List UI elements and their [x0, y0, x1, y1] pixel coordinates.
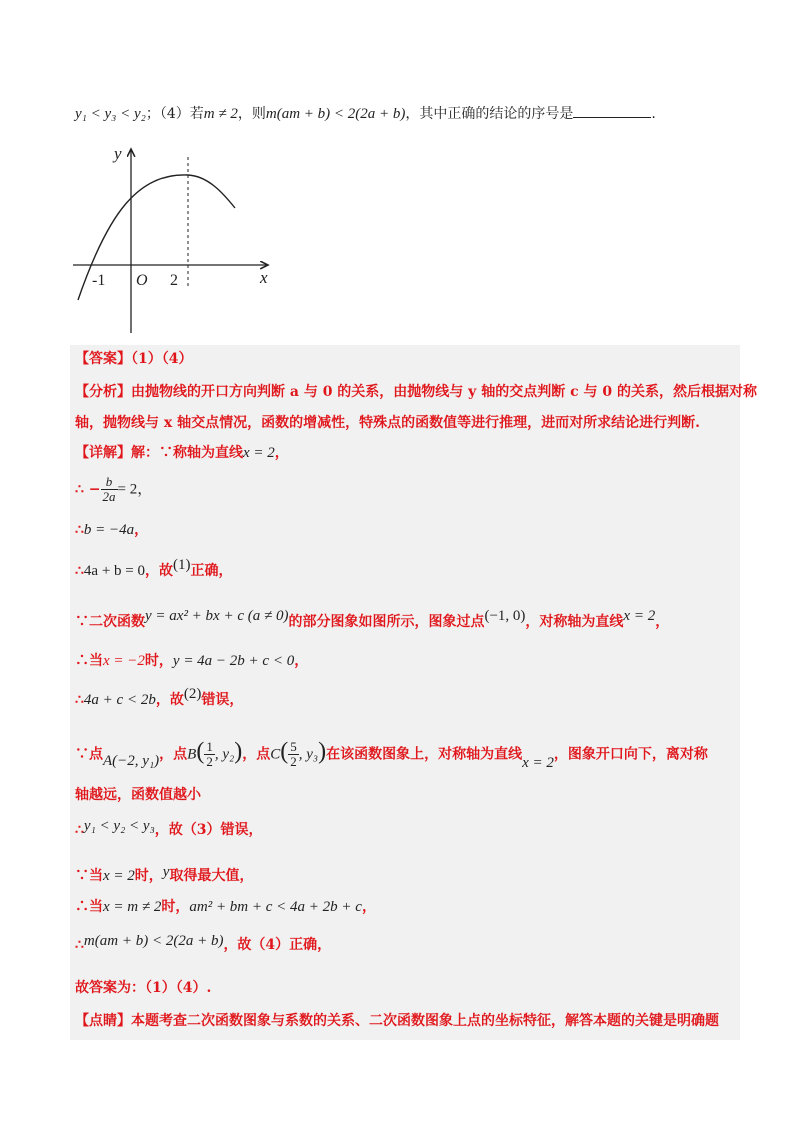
detail-l5-math: y = ax² + bx + c (a ≠ 0): [145, 608, 289, 624]
paren-close-b: ): [234, 738, 243, 765]
detail-l10-pre: ∴: [75, 822, 84, 838]
detail-l11-pre: ∵当: [75, 868, 103, 884]
analysis-text-1: 由抛物线的开口方向判断 a 与 0 的关系，由抛物线与 y 轴的交点判断 c 与 0 的关系，然后根据对称: [131, 384, 757, 400]
detail-l14: 故答案为：（1）（4）.: [75, 980, 212, 996]
detail-l9: 轴越远，函数值越小: [75, 787, 201, 803]
detail-l8-mid2: ，点: [242, 746, 271, 763]
question-end: .: [651, 106, 656, 122]
detail-l8-mid1: ，点: [159, 746, 188, 763]
fraction-c-denominator: 2: [290, 754, 297, 769]
detail-l5-axis: x = 2: [623, 608, 656, 624]
parabola-graph: [68, 143, 278, 338]
fraction-b-over-2a: [101, 475, 118, 504]
detail-l12-math2: am² + bm + c < 4a + 2b + c: [189, 899, 362, 915]
comment-tag: 【点睛】: [75, 1013, 131, 1029]
question-tail: ，其中正确的结论的序号是: [405, 106, 574, 122]
analysis-text-2: 轴，抛物线与 x 轴交点情况，函数的增减性，特殊点的函数值等进行推理，进而对所求结论进行判断.: [75, 415, 700, 431]
detail-line-8: [75, 740, 708, 769]
question-sep: ；（4）若: [145, 106, 204, 122]
detail-l5-end: ，: [655, 614, 670, 630]
detail-l10-math: y₁ < y₂ < y₃: [83, 818, 155, 834]
detail-line-10: [75, 820, 263, 840]
detail-l13-end: ，故（4）正确，: [223, 937, 332, 953]
detail-l8-b-pre: B: [187, 746, 197, 763]
detail-l11-mid: 时，: [134, 868, 163, 884]
detail-l8-c-post: , y₃: [298, 746, 319, 763]
detail-l1-text: 解：∵称轴为直线: [131, 445, 243, 461]
detail-l12-end: ，: [361, 899, 376, 915]
fraction-b: [204, 740, 215, 769]
detail-l7-pre: ∴: [75, 692, 84, 708]
detail-l2-pre: ∴ −: [75, 481, 101, 498]
detail-line-14: [75, 978, 211, 998]
detail-l8-pre: ∵点: [75, 746, 103, 763]
detail-l7-mid: ，故: [155, 692, 184, 708]
detail-l11-end: 取得最大值，: [169, 868, 254, 884]
detail-line-5: [75, 608, 670, 632]
detail-line-11: [75, 866, 253, 886]
detail-l3-math: b = −4a: [83, 522, 135, 538]
detail-l6-end: ，: [294, 653, 309, 669]
comment-text: 本题考查二次函数图象与系数的关系、二次函数图象上点的坐标特征，解答本题的关键是明确题: [131, 1013, 719, 1029]
detail-l8-point-a: A(−2, y₁): [103, 752, 160, 769]
detail-l6-mid: 时，: [144, 653, 173, 669]
graph-origin-label: O: [136, 272, 148, 289]
detail-l12-mid: 时，: [161, 899, 190, 915]
fraction-b-denominator: 2: [206, 754, 213, 769]
answer-text: （1）（4）: [131, 351, 193, 367]
detail-l13-math: m(am + b) < 2(2a + b): [83, 933, 224, 949]
detail-line-9: [75, 785, 201, 805]
graph-two-label: 2: [170, 272, 178, 289]
question-math-b: m ≠ 2: [203, 106, 238, 122]
detail-l12-math: x = m ≠ 2: [103, 899, 162, 915]
fraction-denominator: 2a: [102, 489, 116, 504]
graph-y-label: y: [114, 144, 122, 163]
detail-line-1: [75, 443, 289, 463]
detail-line-3: [75, 520, 148, 540]
detail-l6-math: x = −2: [103, 653, 145, 669]
detail-l2-post: = 2，: [117, 481, 153, 498]
answer-line: [75, 349, 192, 369]
question-math-a: y₁ < y₃ < y₂: [75, 106, 146, 122]
detail-l6-pre: ∴当: [75, 653, 103, 669]
detail-l6-math2: y = 4a − 2b + c < 0: [172, 653, 295, 669]
detail-l4-math: 4a + b = 0: [83, 563, 145, 579]
detail-tag: 【详解】: [75, 445, 131, 461]
fraction-b-numerator: 1: [206, 739, 213, 754]
graph-x-label: x: [260, 268, 268, 287]
detail-l8-c-pre: C: [270, 746, 281, 763]
detail-l3-end: ，: [134, 522, 149, 538]
fraction-numerator: b: [101, 475, 118, 490]
comment-line: [75, 1011, 719, 1031]
detail-l4-pre: ∴: [75, 563, 84, 579]
detail-l7-math: 4a + c < 2b: [83, 692, 156, 708]
answer-tag: 【答案】: [75, 351, 131, 367]
detail-l5-point: (−1, 0): [484, 608, 526, 624]
detail-l5-mid2: ，对称轴为直线: [525, 614, 624, 630]
detail-l11-math: x = 2: [103, 868, 135, 884]
analysis-line-2: [75, 413, 700, 433]
paren-close-c: ): [318, 738, 327, 765]
detail-line-13: [75, 935, 331, 955]
detail-l5-pre: ∵二次函数: [75, 614, 145, 630]
detail-l7-end: 错误，: [201, 692, 244, 708]
question-sep2: ，则: [237, 106, 266, 122]
graph-neg1-label: -1: [92, 272, 106, 289]
fraction-c-numerator: 5: [290, 739, 297, 754]
detail-l4-end: 正确，: [190, 563, 233, 579]
detail-line-12: [75, 897, 376, 917]
detail-l1-math: x = 2: [243, 445, 275, 461]
answer-blank: [573, 103, 651, 118]
paren-open-c: (: [280, 738, 289, 765]
detail-l4-mid: ，故: [145, 563, 173, 579]
detail-l4-num: (1): [173, 557, 191, 573]
fraction-c: [288, 740, 299, 769]
detail-line-4: [75, 557, 233, 581]
detail-line-2: [75, 475, 152, 504]
detail-l5-mid: 的部分图象如图所示，图象过点: [288, 614, 485, 630]
analysis-tag: 【分析】: [75, 384, 131, 400]
detail-l10-end: ，故（3）错误，: [154, 822, 263, 838]
detail-l1-end: ，: [274, 445, 289, 461]
analysis-line-1: [75, 382, 757, 402]
detail-l7-num: (2): [183, 686, 202, 702]
detail-l11-y: y: [162, 864, 170, 880]
detail-l3-pre: ∴: [75, 522, 84, 538]
detail-line-6: [75, 651, 308, 671]
paren-open-b: (: [196, 738, 205, 765]
detail-l13-pre: ∴: [75, 937, 84, 953]
detail-l8-axis: x = 2: [522, 754, 554, 771]
detail-line-7: [75, 686, 244, 710]
detail-l12-pre: ∴当: [75, 899, 103, 915]
detail-l8-b-post: , y₂: [214, 746, 235, 763]
detail-l8-mid3: 在该函数图象上，对称轴为直线: [326, 746, 523, 763]
detail-l8-end: ，图象开口向下，离对称: [553, 746, 708, 763]
question-line: [75, 103, 656, 124]
question-math-c: m(am + b) < 2(2a + b): [265, 106, 406, 122]
